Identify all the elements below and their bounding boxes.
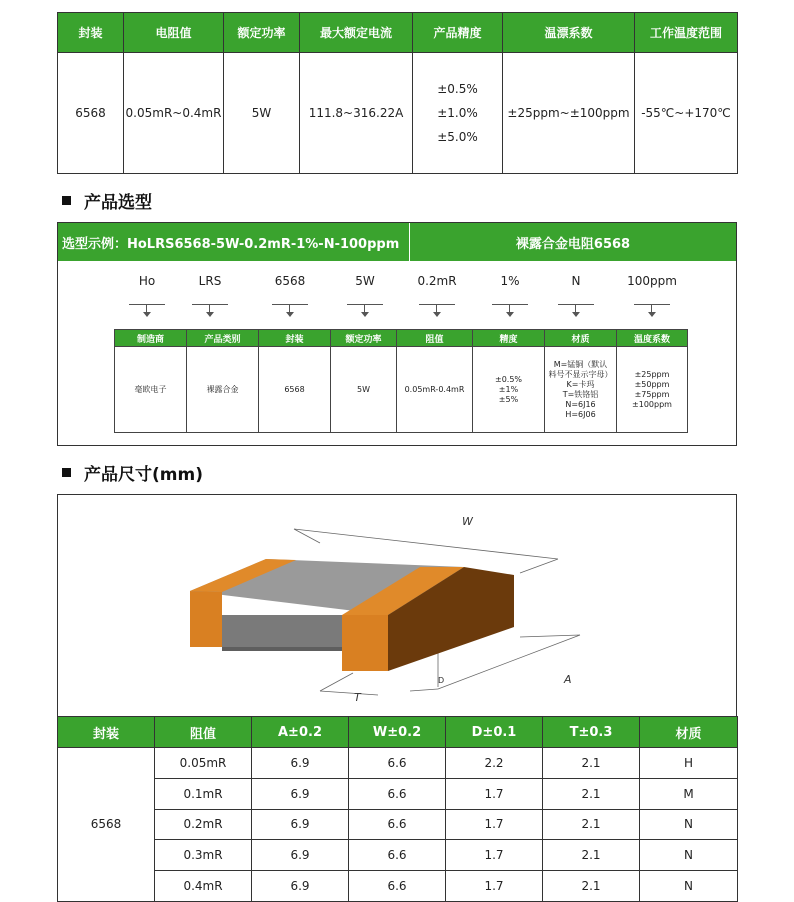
spec-header-row <box>58 13 738 53</box>
dim-header: T±0.3 <box>543 717 640 748</box>
code-resistance: 0.05mR-0.4mR <box>397 347 473 433</box>
dim-a: 6.9 <box>252 809 349 840</box>
spec-package: 6568 <box>58 53 124 174</box>
dim-a: 6.9 <box>252 871 349 902</box>
dim-w: 6.6 <box>349 840 446 871</box>
code-tolerance <box>473 347 545 433</box>
label-t: T <box>354 691 361 704</box>
code-part: N <box>571 274 581 288</box>
dim-d: 1.7 <box>446 809 543 840</box>
code-tcr-line: ±100ppm <box>632 399 672 409</box>
resistor-drawing <box>58 495 738 717</box>
dim-resistance: 0.4mR <box>155 871 252 902</box>
tolerance-line: ±0.5% <box>437 82 478 96</box>
dim-a: 6.9 <box>252 840 349 871</box>
code-tcr-line: ±75ppm <box>634 389 670 399</box>
label-w: W <box>462 515 473 528</box>
dim-material: N <box>640 840 738 871</box>
code-material-line: 料号不显示字母） <box>548 369 613 379</box>
table-row <box>58 871 738 902</box>
dim-header: 材质 <box>640 717 738 748</box>
spec-header: 封装 <box>58 13 124 53</box>
dim-resistance: 0.3mR <box>155 840 252 871</box>
table-row <box>58 748 738 779</box>
tolerance-line: ±1.0% <box>437 106 478 120</box>
dim-material: N <box>640 809 738 840</box>
bullet-square-icon <box>62 196 71 205</box>
dim-t: 2.1 <box>543 871 640 902</box>
spec-power: 5W <box>224 53 300 174</box>
dim-w: 6.6 <box>349 778 446 809</box>
dim-t: 2.1 <box>543 748 640 779</box>
selection-bar <box>58 223 736 261</box>
code-tcr <box>617 347 688 433</box>
code-material-line: T=铁铬铝 <box>562 389 599 399</box>
dim-header-row <box>58 717 738 748</box>
code-part: 5W <box>355 274 375 288</box>
code-header: 产品类别 <box>187 330 259 347</box>
selection-heading <box>62 188 152 213</box>
spec-header: 产品精度 <box>413 13 503 53</box>
spec-header: 额定功率 <box>224 13 300 53</box>
dim-resistance: 0.1mR <box>155 778 252 809</box>
dim-t: 2.1 <box>543 809 640 840</box>
arrow-down-icon <box>286 305 294 317</box>
code-header: 温度系数 <box>617 330 688 347</box>
dim-w: 6.6 <box>349 748 446 779</box>
dim-resistance: 0.05mR <box>155 748 252 779</box>
code-header: 精度 <box>473 330 545 347</box>
spec-temp-range: -55℃~+170℃ <box>635 53 738 174</box>
dim-t: 2.1 <box>543 778 640 809</box>
dim-a: 6.9 <box>252 778 349 809</box>
dim-header: D±0.1 <box>446 717 543 748</box>
code-header-row <box>115 330 688 347</box>
dim-w: 6.6 <box>349 809 446 840</box>
bullet-square-icon <box>62 468 71 477</box>
dim-d: 2.2 <box>446 748 543 779</box>
arrow-down-icon <box>648 305 656 317</box>
arrow-down-icon <box>143 305 151 317</box>
selection-example: 选型示例：HoLRS6568-5W-0.2mR-1%-N-100ppm <box>58 223 410 261</box>
dim-material: N <box>640 871 738 902</box>
code-data-row <box>115 347 688 433</box>
dim-header: A±0.2 <box>252 717 349 748</box>
dim-w: 6.6 <box>349 871 446 902</box>
code-part: 0.2mR <box>417 274 457 288</box>
code-category: 裸露合金 <box>187 347 259 433</box>
dim-t: 2.1 <box>543 840 640 871</box>
terminal-right-front <box>342 615 388 671</box>
arrow-down-icon <box>506 305 514 317</box>
dim-material: H <box>640 748 738 779</box>
dimension-figure <box>57 494 737 716</box>
label-d: D <box>438 676 445 685</box>
tolerance-line: ±5.0% <box>437 130 478 144</box>
code-header: 制造商 <box>115 330 187 347</box>
dim-a: 6.9 <box>252 748 349 779</box>
spec-header: 电阻值 <box>124 13 224 53</box>
dim-resistance: 0.2mR <box>155 809 252 840</box>
spec-header: 最大额定电流 <box>300 13 413 53</box>
selection-product-name: 裸露合金电阻6568 <box>515 236 631 252</box>
spec-header: 工作温度范围 <box>635 13 738 53</box>
spec-table <box>57 12 738 174</box>
table-row <box>58 778 738 809</box>
table-row <box>58 809 738 840</box>
dim-d: 1.7 <box>446 778 543 809</box>
code-material-line: K=卡玛 <box>566 379 595 389</box>
code-header: 材质 <box>545 330 617 347</box>
code-tolerance-line: ±5% <box>498 394 519 404</box>
terminal-left-front <box>190 591 222 647</box>
code-tolerance-line: ±1% <box>498 384 519 394</box>
spec-tcr: ±25ppm~±100ppm <box>503 53 635 174</box>
spec-data-row <box>58 53 738 174</box>
dim-header: 阻值 <box>155 717 252 748</box>
code-material-line: N=6J16 <box>565 399 596 409</box>
code-header: 额定功率 <box>331 330 397 347</box>
spec-current: 111.8~316.22A <box>300 53 413 174</box>
code-part: 1% <box>500 274 520 288</box>
resistor-body-front <box>222 615 342 647</box>
spec-resistance: 0.05mR~0.4mR <box>124 53 224 174</box>
code-tolerance-line: ±0.5% <box>494 374 523 384</box>
selection-heading-text: 产品选型 <box>84 193 152 213</box>
code-part: LRS <box>198 274 222 288</box>
spec-header: 温漂系数 <box>503 13 635 53</box>
code-tcr-line: ±25ppm <box>634 369 670 379</box>
code-material <box>545 347 617 433</box>
code-material-line: H=6J06 <box>565 409 596 419</box>
code-maker: 毫欧电子 <box>115 347 187 433</box>
code-power: 5W <box>331 347 397 433</box>
code-header: 封装 <box>259 330 331 347</box>
code-part: 6568 <box>274 274 306 288</box>
code-table <box>114 329 688 433</box>
arrow-down-icon <box>206 305 214 317</box>
code-part: 100ppm <box>627 274 677 288</box>
dim-d: 1.7 <box>446 840 543 871</box>
resistor-body-bottom <box>222 647 342 651</box>
selection-box <box>57 222 737 446</box>
dim-d: 1.7 <box>446 871 543 902</box>
code-header: 阻值 <box>397 330 473 347</box>
arrow-down-icon <box>433 305 441 317</box>
code-part: Ho <box>138 274 156 288</box>
dimensions-heading <box>62 460 203 485</box>
dim-header: W±0.2 <box>349 717 446 748</box>
dim-package: 6568 <box>58 748 155 902</box>
code-material-line: M=锰铜（默认 <box>553 359 608 369</box>
dim-header: 封装 <box>58 717 155 748</box>
code-package: 6568 <box>259 347 331 433</box>
label-a: A <box>564 673 572 686</box>
code-tcr-line: ±50ppm <box>634 379 670 389</box>
spec-tolerance <box>413 53 503 174</box>
dim-material: M <box>640 778 738 809</box>
arrow-down-icon <box>572 305 580 317</box>
dimensions-heading-text: 产品尺寸(mm) <box>84 465 203 485</box>
dimension-table <box>57 716 738 902</box>
arrow-down-icon <box>361 305 369 317</box>
table-row <box>58 840 738 871</box>
